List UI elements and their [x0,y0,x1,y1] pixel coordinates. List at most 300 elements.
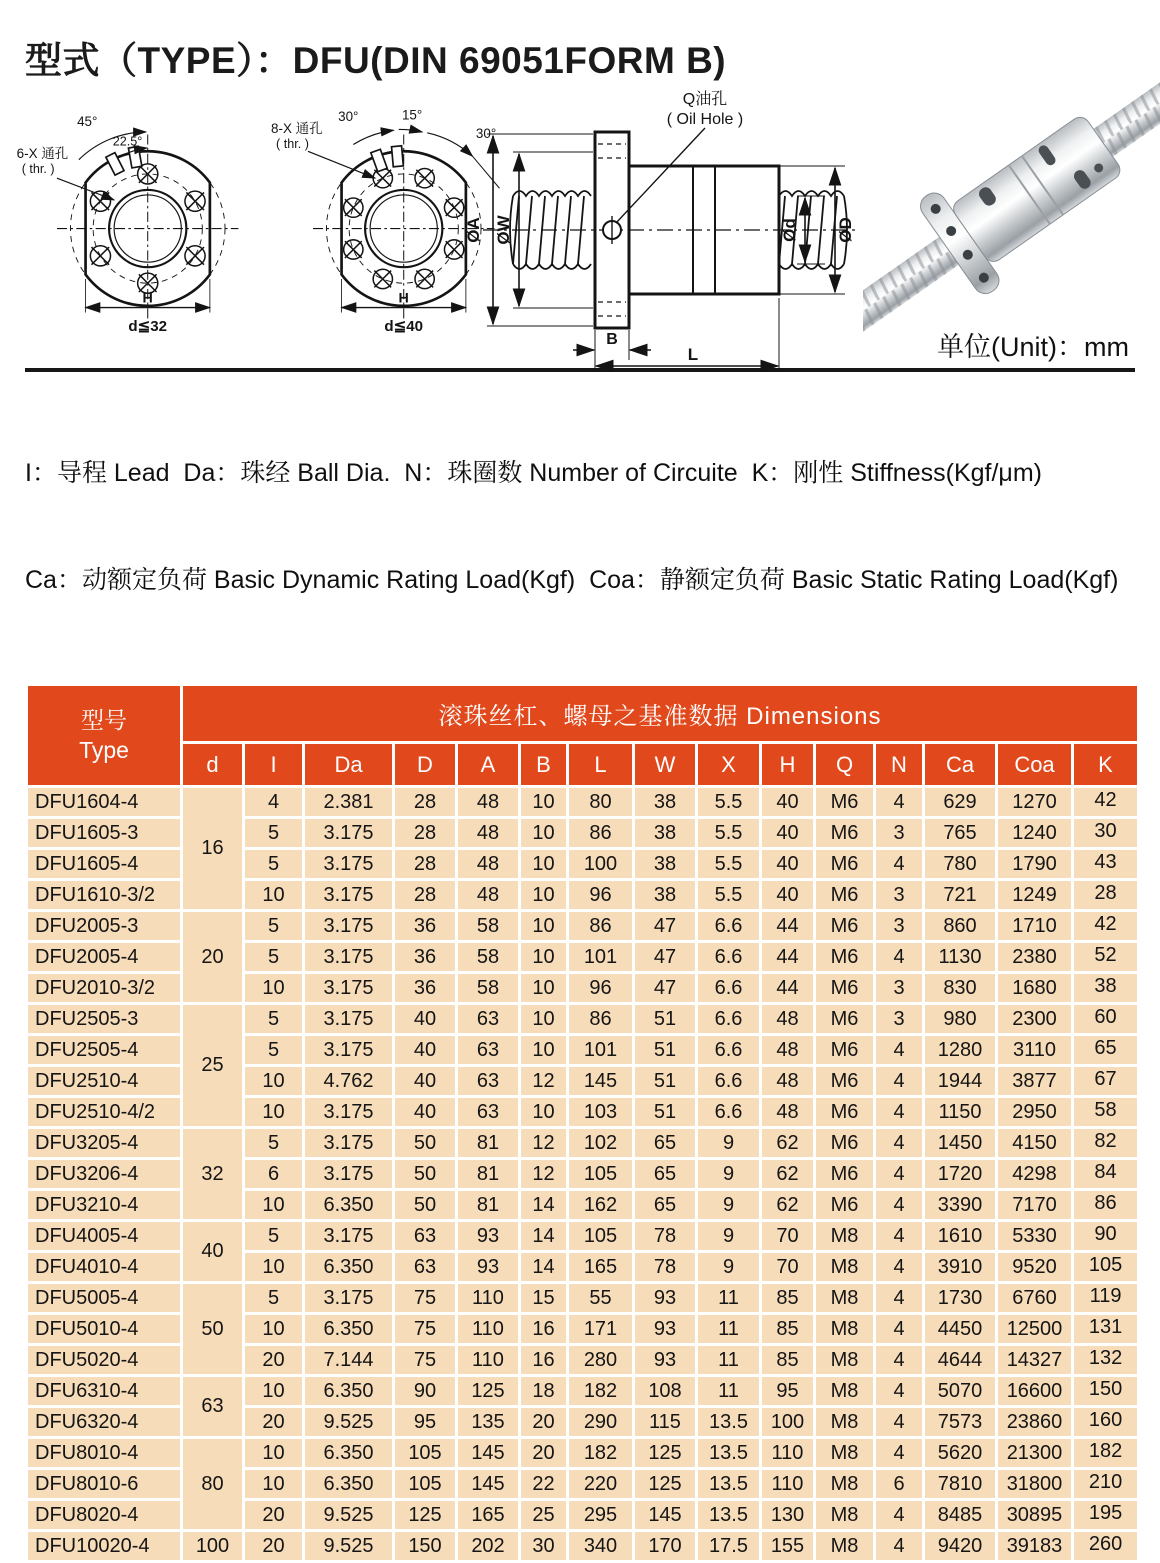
data-cell: M6 [815,1097,875,1128]
data-cell: M8 [815,1469,875,1500]
data-cell: 260 [1073,1531,1139,1562]
legend-line-2: Ca：动额定负荷 Basic Dynamic Rating Load(Kgf) Coa：静额定负荷 Basic Static Rating Load(Kgf) [25,565,1119,594]
data-cell: 6.6 [697,1097,761,1128]
header-row-2 [27,743,1139,787]
data-cell: 78 [634,1221,697,1252]
data-cell: 130 [761,1500,815,1531]
data-cell: 81 [457,1159,520,1190]
data-cell: 12 [520,1128,568,1159]
type-cell: DFU1605-3 [27,818,182,849]
table-row [27,1376,1139,1407]
data-cell: 63 [457,1066,520,1097]
data-cell: 51 [634,1004,697,1035]
data-cell: 40 [394,1097,457,1128]
type-cell: DFU4010-4 [27,1252,182,1283]
data-cell: 58 [457,942,520,973]
data-cell: 1249 [997,880,1073,911]
data-cell: 55 [568,1283,634,1314]
data-cell: 48 [457,880,520,911]
data-cell: 6.350 [304,1438,394,1469]
data-cell: M8 [815,1438,875,1469]
type-cell: DFU5020-4 [27,1345,182,1376]
data-cell: 3910 [924,1252,997,1283]
data-cell: 780 [924,849,997,880]
data-cell: 44 [761,942,815,973]
type-cell: DFU10020-4 [27,1531,182,1562]
type-cell: DFU8010-6 [27,1469,182,1500]
data-cell: 51 [634,1035,697,1066]
data-cell: 85 [761,1283,815,1314]
d-group-cell: 50 [182,1283,244,1376]
data-cell: 1680 [997,973,1073,1004]
data-cell: 3.175 [304,1283,394,1314]
data-cell: 40 [394,1035,457,1066]
data-cell: 1280 [924,1035,997,1066]
data-cell: 3.175 [304,818,394,849]
data-cell: 135 [457,1407,520,1438]
data-cell: 4 [875,1128,924,1159]
data-cell: 81 [457,1190,520,1221]
data-cell: 295 [568,1500,634,1531]
d-group-cell: 20 [182,911,244,1004]
data-cell: 1150 [924,1097,997,1128]
data-cell: M6 [815,973,875,1004]
data-cell: 80 [568,787,634,818]
col-header-d: d [182,743,244,787]
type-label-en: Type [79,736,129,763]
data-cell: 4 [875,1438,924,1469]
type-cell: DFU3210-4 [27,1190,182,1221]
table-row [27,1531,1139,1562]
data-cell: 40 [761,849,815,880]
data-cell: 171 [568,1314,634,1345]
data-cell: 63 [457,1004,520,1035]
data-cell: 10 [520,1035,568,1066]
dimensions-table [25,683,1140,1563]
data-cell: 2300 [997,1004,1073,1035]
data-cell: 155 [761,1531,815,1562]
col-header-w: W [634,743,697,787]
data-cell: 10 [520,1097,568,1128]
data-cell: 7573 [924,1407,997,1438]
data-cell: 21300 [997,1438,1073,1469]
data-cell: 1450 [924,1128,997,1159]
col-header-a: A [457,743,520,787]
data-cell: 629 [924,787,997,818]
data-cell: 150 [1073,1376,1139,1407]
data-cell: 9 [697,1221,761,1252]
data-cell: 10 [520,787,568,818]
data-cell: 9420 [924,1531,997,1562]
data-cell: 160 [1073,1407,1139,1438]
data-cell: 14327 [997,1345,1073,1376]
data-cell: M8 [815,1314,875,1345]
ballscrew-assembly [863,58,1160,346]
data-cell: M6 [815,849,875,880]
data-cell: 10 [520,942,568,973]
data-cell: 50 [394,1190,457,1221]
data-cell: M6 [815,911,875,942]
keyway-marks [371,146,403,172]
data-cell: 7170 [997,1190,1073,1221]
data-cell: 5 [244,1128,304,1159]
data-cell: 6.6 [697,911,761,942]
data-cell: 28 [1073,880,1139,911]
data-cell: 36 [394,942,457,973]
data-cell: M8 [815,1500,875,1531]
dia-a-label: ØA [464,217,483,243]
data-cell: 1130 [924,942,997,973]
data-cell: 40 [761,787,815,818]
data-cell: 3.175 [304,911,394,942]
data-cell: 2950 [997,1097,1073,1128]
data-cell: 105 [568,1159,634,1190]
data-cell: 182 [1073,1438,1139,1469]
data-cell: 5.5 [697,849,761,880]
data-cell: 12 [520,1159,568,1190]
type-cell: DFU1610-3/2 [27,880,182,911]
keyway-marks [106,146,142,175]
data-cell: 830 [924,973,997,1004]
data-cell: 7.144 [304,1345,394,1376]
data-cell: 86 [568,1004,634,1035]
data-cell: M6 [815,1190,875,1221]
data-cell: 14 [520,1190,568,1221]
col-header-x: X [697,743,761,787]
data-cell: 58 [1073,1097,1139,1128]
data-cell: 101 [568,1035,634,1066]
data-cell: 86 [568,818,634,849]
data-cell: 62 [761,1190,815,1221]
data-cell: 220 [568,1469,634,1500]
data-cell: M8 [815,1345,875,1376]
type-cell: DFU6320-4 [27,1407,182,1438]
data-cell: 51 [634,1097,697,1128]
data-cell: 110 [761,1438,815,1469]
data-cell: 12 [520,1066,568,1097]
data-cell: 3.175 [304,973,394,1004]
data-cell: 3 [875,911,924,942]
data-cell: M6 [815,1066,875,1097]
data-cell: M6 [815,942,875,973]
data-cell: 18 [520,1376,568,1407]
data-cell: 103 [568,1097,634,1128]
data-cell: M8 [815,1221,875,1252]
data-cell: 63 [457,1097,520,1128]
data-cell: 78 [634,1252,697,1283]
col-header-type [27,685,182,787]
col-header-coa: Coa [997,743,1073,787]
data-cell: 50 [394,1159,457,1190]
data-cell: 5 [244,818,304,849]
h-label: H [398,290,409,307]
data-cell: M6 [815,818,875,849]
data-cell: 150 [394,1531,457,1562]
data-cell: 6.350 [304,1190,394,1221]
data-cell: 4 [875,787,924,818]
col-header-i: I [244,743,304,787]
data-cell: 9.525 [304,1500,394,1531]
data-cell: 4450 [924,1314,997,1345]
data-cell: 93 [634,1345,697,1376]
data-cell: 13.5 [697,1438,761,1469]
data-cell: 6.350 [304,1376,394,1407]
data-cell: 8485 [924,1500,997,1531]
data-cell: 5 [244,1035,304,1066]
data-cell: 105 [394,1438,457,1469]
data-cell: 1944 [924,1066,997,1097]
data-cell: 131 [1073,1314,1139,1345]
type-cell: DFU5010-4 [27,1314,182,1345]
data-cell: 4 [244,787,304,818]
data-cell: 9 [697,1190,761,1221]
type-cell: DFU3206-4 [27,1159,182,1190]
data-cell: 6.6 [697,1004,761,1035]
data-cell: 48 [761,1066,815,1097]
data-cell: 10 [244,1376,304,1407]
data-cell: 3390 [924,1190,997,1221]
data-cell: 38 [634,818,697,849]
technical-drawings [16,90,1135,364]
data-cell: 132 [1073,1345,1139,1376]
angle-45-label: 45° [77,114,98,130]
data-cell: 4 [875,849,924,880]
data-cell: 48 [457,787,520,818]
data-cell: 3.175 [304,1004,394,1035]
data-cell: 85 [761,1314,815,1345]
data-cell: 6.350 [304,1252,394,1283]
data-cell: 13.5 [697,1469,761,1500]
data-cell: 4 [875,1190,924,1221]
data-cell: 340 [568,1531,634,1562]
data-cell: 96 [568,880,634,911]
data-cell: 12500 [997,1314,1073,1345]
data-cell: 62 [761,1128,815,1159]
data-cell: 110 [457,1283,520,1314]
data-cell: 145 [568,1066,634,1097]
data-cell: 20 [244,1345,304,1376]
data-cell: 13.5 [697,1407,761,1438]
data-cell: 90 [1073,1221,1139,1252]
data-cell: 102 [568,1128,634,1159]
data-cell: 4 [875,1035,924,1066]
d-group-cell: 32 [182,1128,244,1221]
data-cell: 40 [394,1004,457,1035]
data-cell: 51 [634,1066,697,1097]
data-cell: 5.5 [697,787,761,818]
d-note: d≦40 [384,318,424,336]
data-cell: 96 [568,973,634,1004]
data-cell: M8 [815,1252,875,1283]
dia-bigd-label: ØD [836,217,855,243]
angle-30l-label: 30° [338,109,359,125]
data-cell: 63 [457,1035,520,1066]
oil-label-en: ( Oil Hole ) [666,111,744,128]
table-row [27,1004,1139,1035]
data-cell: 10 [244,1252,304,1283]
type-cell: DFU2010-3/2 [27,973,182,1004]
data-cell: 38 [1073,973,1139,1004]
data-cell: 3 [875,1004,924,1035]
data-cell: 1790 [997,849,1073,880]
data-cell: 1610 [924,1221,997,1252]
type-cell: DFU2005-3 [27,911,182,942]
data-cell: M6 [815,1128,875,1159]
data-cell: 5.5 [697,880,761,911]
data-cell: 81 [457,1128,520,1159]
data-cell: 4 [875,1159,924,1190]
data-cell: 28 [394,818,457,849]
data-cell: 10 [520,911,568,942]
data-cell: 4 [875,1407,924,1438]
data-cell: 5 [244,1004,304,1035]
data-cell: 28 [394,880,457,911]
data-cell: 4 [875,1283,924,1314]
data-cell: 60 [1073,1004,1139,1035]
data-cell: 105 [568,1221,634,1252]
data-cell: 119 [1073,1283,1139,1314]
data-cell: 162 [568,1190,634,1221]
data-cell: 4 [875,1066,924,1097]
data-cell: 5 [244,1221,304,1252]
data-cell: 5.5 [697,818,761,849]
data-cell: 9 [697,1252,761,1283]
data-cell: 4298 [997,1159,1073,1190]
data-cell: 86 [1073,1190,1139,1221]
data-cell: 20 [520,1438,568,1469]
data-cell: 3 [875,880,924,911]
col-header-h: H [761,743,815,787]
d-group-cell: 80 [182,1438,244,1531]
data-cell: 6.6 [697,942,761,973]
col-header-b: B [520,743,568,787]
data-cell: M8 [815,1283,875,1314]
data-cell: 10 [520,973,568,1004]
data-cell: 30895 [997,1500,1073,1531]
data-cell: 11 [697,1376,761,1407]
data-cell: 20 [520,1407,568,1438]
unit-label: 单位(Unit)：mm [937,332,1129,362]
data-cell: 65 [634,1190,697,1221]
data-cell: 10 [520,849,568,880]
data-cell: 1710 [997,911,1073,942]
type-cell: DFU2510-4/2 [27,1097,182,1128]
data-cell: 70 [761,1221,815,1252]
table-row [27,1283,1139,1314]
data-cell: 30 [520,1531,568,1562]
data-cell: 210 [1073,1469,1139,1500]
data-cell: 10 [244,1097,304,1128]
col-header-l: L [568,743,634,787]
data-cell: 5 [244,911,304,942]
data-cell: 47 [634,973,697,1004]
data-cell: 4 [875,1531,924,1562]
data-cell: 3.175 [304,1221,394,1252]
data-cell: 20 [244,1531,304,1562]
data-cell: 5620 [924,1438,997,1469]
data-cell: 93 [634,1283,697,1314]
d-group-cell: 40 [182,1221,244,1283]
legend-line-1: I：导程 Lead Da：珠经 Ball Dia. N：珠圈数 Number of Circuite K：刚性 Stiffness(Kgf/μm) [25,459,1042,487]
table-row [27,1221,1139,1252]
data-cell: 38 [634,787,697,818]
angle-22-label: 22.5° [112,134,143,149]
data-cell: 14 [520,1252,568,1283]
type-cell: DFU8010-4 [27,1438,182,1469]
type-cell: DFU2510-4 [27,1066,182,1097]
data-cell: 16600 [997,1376,1073,1407]
data-cell: 6.6 [697,973,761,1004]
data-cell: 4 [875,1345,924,1376]
data-cell: 85 [761,1345,815,1376]
dia-d-label: Ød [780,218,799,242]
data-cell: 43 [1073,849,1139,880]
d-group-cell: 16 [182,787,244,911]
data-cell: 145 [457,1469,520,1500]
data-cell: 3.175 [304,1097,394,1128]
data-cell: 50 [394,1128,457,1159]
data-cell: 6.350 [304,1469,394,1500]
data-cell: 82 [1073,1128,1139,1159]
data-cell: 15 [520,1283,568,1314]
h-label: H [142,290,153,307]
data-cell: 145 [634,1500,697,1531]
data-cell: 3110 [997,1035,1073,1066]
data-cell: 3 [875,818,924,849]
data-cell: 105 [1073,1252,1139,1283]
data-cell: 3.175 [304,942,394,973]
type-cell: DFU3205-4 [27,1128,182,1159]
d-note: d≦32 [128,318,168,336]
data-cell: 4644 [924,1345,997,1376]
flange-6hole-diagram [15,88,267,354]
data-cell: 280 [568,1345,634,1376]
type-cell: DFU2005-4 [27,942,182,973]
data-cell: 20 [244,1407,304,1438]
data-cell: 75 [394,1345,457,1376]
data-cell: 48 [457,818,520,849]
data-cell: 16 [520,1314,568,1345]
data-cell: 1240 [997,818,1073,849]
data-cell: 67 [1073,1066,1139,1097]
data-cell: 63 [394,1252,457,1283]
data-cell: 1720 [924,1159,997,1190]
holes-label-en: ( thr. ) [21,162,55,177]
nut-section-diagram [453,82,873,372]
data-cell: 75 [394,1314,457,1345]
data-cell: 95 [761,1376,815,1407]
data-cell: 58 [457,911,520,942]
data-cell: 22 [520,1469,568,1500]
data-cell: 10 [244,1066,304,1097]
data-cell: 9.525 [304,1407,394,1438]
col-header-k: K [1073,743,1139,787]
data-cell: 47 [634,911,697,942]
d-group-cell: 100 [182,1531,244,1562]
data-cell: 93 [634,1314,697,1345]
data-cell: 36 [394,911,457,942]
data-cell: 1730 [924,1283,997,1314]
data-cell: 5330 [997,1221,1073,1252]
col-header-da: Da [304,743,394,787]
data-cell: 38 [634,880,697,911]
data-cell: 93 [457,1221,520,1252]
data-cell: 44 [761,911,815,942]
data-cell: 28 [394,849,457,880]
data-cell: 721 [924,880,997,911]
data-cell: 765 [924,818,997,849]
data-cell: 39183 [997,1531,1073,1562]
